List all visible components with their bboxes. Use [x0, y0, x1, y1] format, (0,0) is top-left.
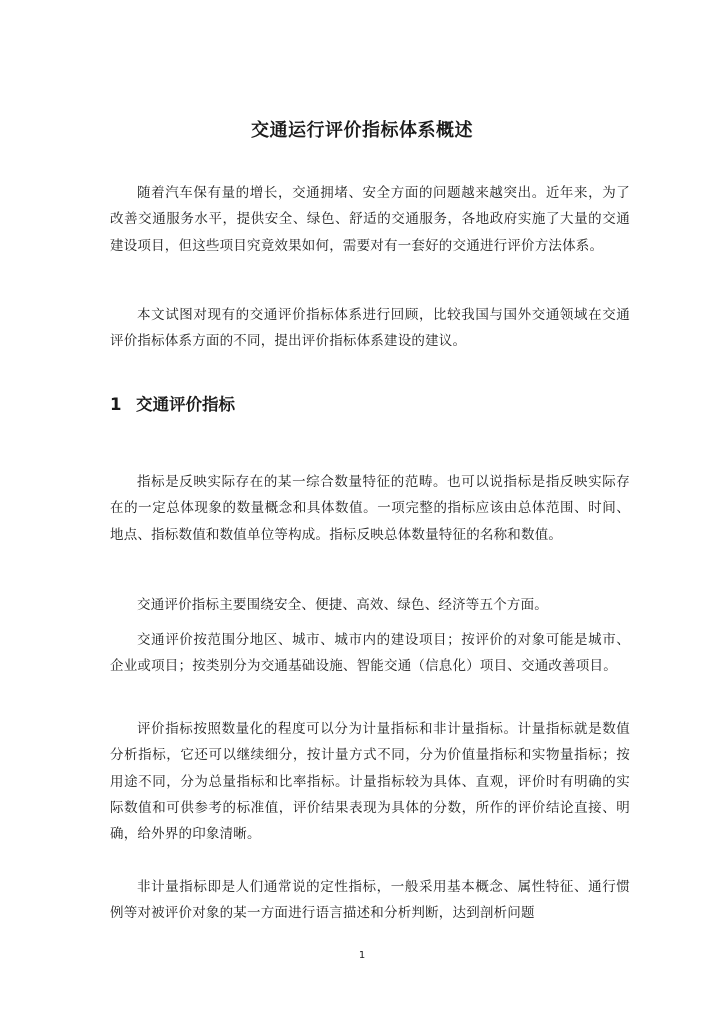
page-number: 1: [358, 950, 366, 961]
section-number: 1: [110, 395, 122, 414]
section-paragraph-4: 评价指标按照数量化的程度可以分为计量指标和非计量指标。计量指标就是数值分析指标，它还可以继续细分，按计量方式不同，分为价值量指标和实物量指标；按用途不同，分为总量指标和比率指标。计量指标较为具体、直观，评价时有明确的实际数值和可供参考的标准值，评价结果表现为具体的分数，所作的评价结论直接、明确，给外界的印象清晰。: [110, 721, 630, 843]
section-paragraph-1: 指标是反映实际存在的某一综合数量特征的范畴。也可以说指标是指反映实际存在的一定总体现象的数量概念和具体数值。一项完整的指标应该由总体范围、时间、地点、指标数值和数值单位等构成。指标反映总体数量特征的名称和数值。: [110, 474, 630, 543]
section-paragraph-5: 非计量指标即是人们通常说的定性指标，一般采用基本概念、属性特征、通行惯例等对被评价对象的某一方面进行语言描述和分析判断，达到剖析问题: [110, 879, 630, 922]
intro-paragraph-1: 随着汽车保有量的增长，交通拥堵、安全方面的问题越来越突出。近年来，为了改善交通服务水平，提供安全、绿色、舒适的交通服务，各地政府实施了大量的交通建设项目，但这些项目究竟效果如何，需要对有一套好的交通进行评价方法体系。: [110, 185, 630, 254]
page-title: 交通运行评价指标体系概述: [251, 120, 473, 141]
section-paragraph-2: 交通评价指标主要围绕安全、便捷、高效、绿色、经济等五个方面。: [137, 597, 548, 613]
section-title: 交通评价指标: [136, 395, 235, 414]
section-heading: [110, 391, 235, 415]
intro-paragraph-2: 本文试图对现有的交通评价指标体系进行回顾，比较我国与国外交通领域在交通评价指标体系方面的不同，提出评价指标体系建设的建议。: [110, 307, 630, 350]
section-paragraph-3: 交通评价按范围分地区、城市、城市内的建设项目；按评价的对象可能是城市、企业或项目；按类别分为交通基础设施、智能交通（信息化）项目、交通改善项目。: [110, 632, 630, 675]
